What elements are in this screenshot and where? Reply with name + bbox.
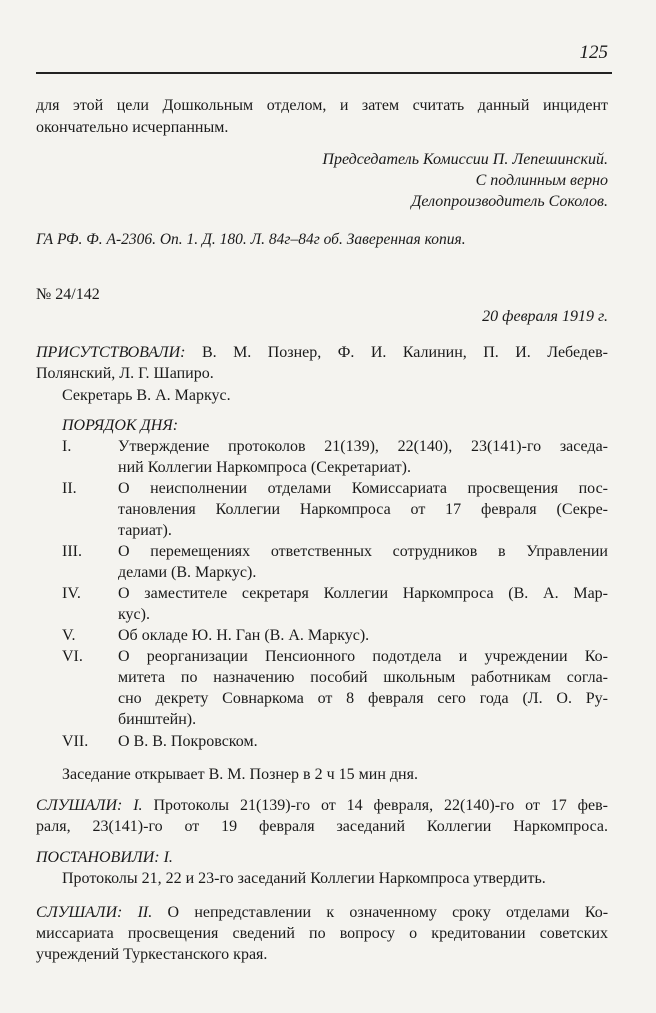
heard-1-line-2: раля, 23(141)-го от 19 февраля заседаний Коллегии Наркомпроса. xyxy=(36,818,608,835)
heard-1-text-1: Протоколы 21(139)-го от 14 февраля, 22(140)-го от 17 фев- xyxy=(153,797,608,814)
agenda-item-line: бинштейн). xyxy=(118,711,197,728)
intro-line-2: окончательно исчерпанным. xyxy=(36,119,229,136)
present-line-1 xyxy=(36,343,608,363)
agenda-item-line: делами (В. Маркус). xyxy=(118,564,257,581)
meeting-opening: Заседание открывает В. М. Познер в 2 ч 15 мин дня. xyxy=(62,766,418,783)
heard-2-line-3: учреждений Туркестанского края. xyxy=(36,946,268,963)
agenda-item-line: митета по назначению пособий школьным работникам согла- xyxy=(118,669,608,686)
intro-line-1: для этой цели Дошкольным отделом, и затем считать данный инцидент xyxy=(36,97,608,114)
heard-2-line-2: миссариата просвещения сведений по вопросу о кредитовании советских xyxy=(36,925,608,942)
agenda-num: V. xyxy=(62,627,76,644)
agenda-item-line: О неисполнении отделами Комиссариата просвещения пос- xyxy=(118,480,608,497)
agenda-item-line: Об окладе Ю. Н. Ган (В. А. Маркус). xyxy=(118,627,370,644)
page-header xyxy=(36,42,612,74)
present-line-2: Полянский, Л. Г. Шапиро. xyxy=(36,365,214,382)
agenda-item-line: ний Коллегии Наркомпроса (Секретариат). xyxy=(118,459,411,476)
agenda-num: VII. xyxy=(62,733,89,750)
present-names-1: В. М. Познер, Ф. И. Калинин, П. И. Лебедев- xyxy=(201,344,609,361)
signature-certified: С подлинным верно xyxy=(475,172,608,189)
agenda-item-line: О реорганизации Пенсионного подотдела и учреждении Ко- xyxy=(118,648,608,665)
heard-2-text-1: О непредставлении к означенному сроку отделами Ко- xyxy=(167,904,609,921)
agenda-item-line: Утверждение протоколов 21(139), 22(140), 23(141)-го заседа- xyxy=(118,438,608,455)
agenda-item-line: тариат). xyxy=(118,522,172,539)
agenda-num: I. xyxy=(62,438,72,455)
archive-reference: ГА РФ. Ф. А-2306. Оп. 1. Д. 180. Л. 84г–84г об. Заверенная копия. xyxy=(36,231,466,248)
agenda-item-line: кус). xyxy=(118,606,150,623)
agenda-num: VI. xyxy=(62,648,83,665)
heard-2-line-1 xyxy=(36,903,608,923)
agenda-num: II. xyxy=(62,480,77,497)
signature-chairman: Председатель Комиссии П. Лепешинский. xyxy=(322,151,608,168)
page-number: 125 xyxy=(579,42,608,63)
signature-clerk: Делопроизводитель Соколов. xyxy=(411,193,608,210)
agenda-item-line: сно декрету Совнаркома от 8 февраля сего года (Л. О. Ру- xyxy=(118,690,608,707)
document-date: 20 февраля 1919 г. xyxy=(482,308,608,325)
heard-1-label: СЛУШАЛИ: I. xyxy=(36,797,143,814)
document-number: № 24/142 xyxy=(36,286,100,303)
heard-1-line-1 xyxy=(36,796,608,816)
present-label: ПРИСУТСТВОВАЛИ: xyxy=(36,344,186,361)
agenda-item-line: О перемещениях ответственных сотрудников в Управлении xyxy=(118,543,608,560)
heard-2-label: СЛУШАЛИ: II. xyxy=(36,904,153,921)
agenda-num: IV. xyxy=(62,585,81,602)
resolved-1-label: ПОСТАНОВИЛИ: I. xyxy=(36,849,173,866)
agenda-title: ПОРЯДОК ДНЯ: xyxy=(62,417,179,434)
agenda-item-line: тановления Коллегии Наркомпроса от 17 февраля (Секре- xyxy=(118,501,608,518)
agenda-item-line: О заместителе секретаря Коллегии Наркомпроса (В. А. Мар- xyxy=(118,585,608,602)
agenda-item-line: О В. В. Покровском. xyxy=(118,733,258,750)
agenda-num: III. xyxy=(62,543,82,560)
secretary: Секретарь В. А. Маркус. xyxy=(62,387,231,404)
resolved-1-text: Протоколы 21, 22 и 23-го заседаний Коллегии Наркомпроса утвердить. xyxy=(62,870,546,887)
